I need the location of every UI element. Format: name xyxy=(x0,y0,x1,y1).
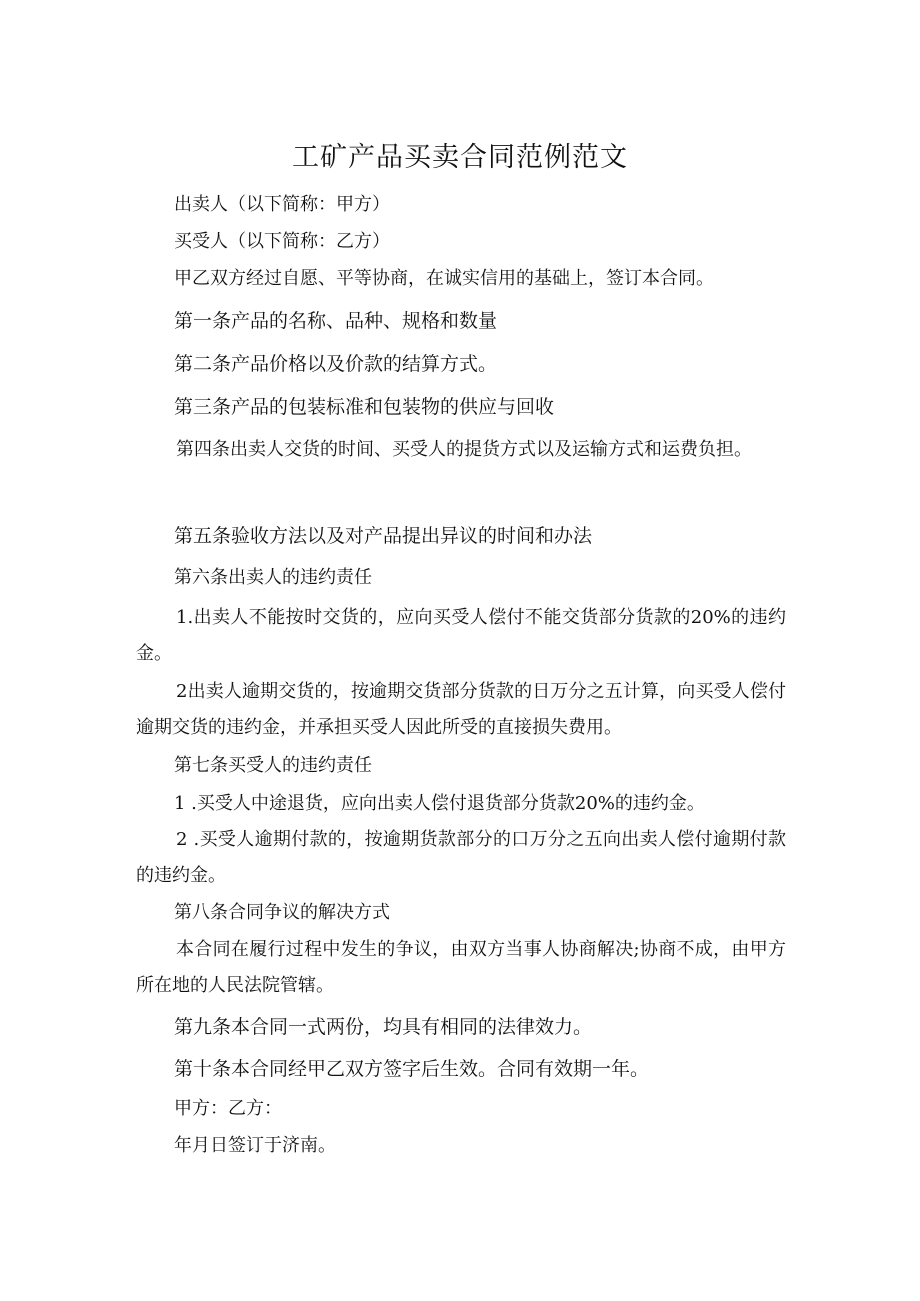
signing-line: 年月日签订于济南。 xyxy=(174,1135,336,1156)
article-8-text: 本合同在履行过程中发生的争议，由双方当事人协商解决;协商不成，由甲方所在地的人民法院管辖。 xyxy=(136,939,786,996)
article-6: 第六条出卖人的违约责任 xyxy=(174,567,372,588)
article-10: 第十条本合同经甲乙双方签字后生效。合同有效期一年。 xyxy=(174,1058,650,1080)
article-6-clause-1: 1.出卖人不能按时交货的，应向买受人偿付不能交货部分货款的20%的违约金。 xyxy=(136,607,786,664)
article-1: 第一条产品的名称、品种、规格和数量 xyxy=(174,310,498,332)
article-9: 第九条本合同一式两份，均具有相同的法律效力。 xyxy=(174,1016,593,1038)
seller-line: 出卖人（以下简称：甲方） xyxy=(174,194,390,215)
article-6-clause-2: 2出卖人逾期交货的，按逾期交货部分货款的日万分之五计算，向买受人偿付逾期交货的违约金，并承担买受人因此所受的直接损失费用。 xyxy=(136,681,786,738)
article-4: 第四条出卖人交货的时间、买受人的提货方式以及运输方式和运费负担。 xyxy=(176,439,752,460)
article-3: 第三条产品的包装标准和包装物的供应与回收 xyxy=(174,396,555,418)
document-title: 工矿产品买卖合同范例范文 xyxy=(292,142,628,173)
buyer-line: 买受人（以下简称：乙方） xyxy=(174,231,390,252)
article-8: 第八条合同争议的解决方式 xyxy=(174,902,390,923)
article-7: 第七条买受人的违约责任 xyxy=(174,755,372,776)
parties-line: 甲方：乙方： xyxy=(174,1098,282,1119)
article-7-clause-1: 1 .买受人中途退货，应向出卖人偿付退货部分货款20%的违约金。 xyxy=(174,793,705,814)
intro-line: 甲乙双方经过自愿、平等协商，在诚实信用的基础上，签订本合同。 xyxy=(174,268,714,289)
article-7-clause-2: 2 .买受人逾期付款的，按逾期货款部分的口万分之五向出卖人偿付逾期付款的违约金。 xyxy=(136,829,786,886)
article-5: 第五条验收方法以及对产品提出异议的时间和办法 xyxy=(174,525,593,547)
article-2: 第二条产品价格以及价款的结算方式。 xyxy=(174,353,498,375)
